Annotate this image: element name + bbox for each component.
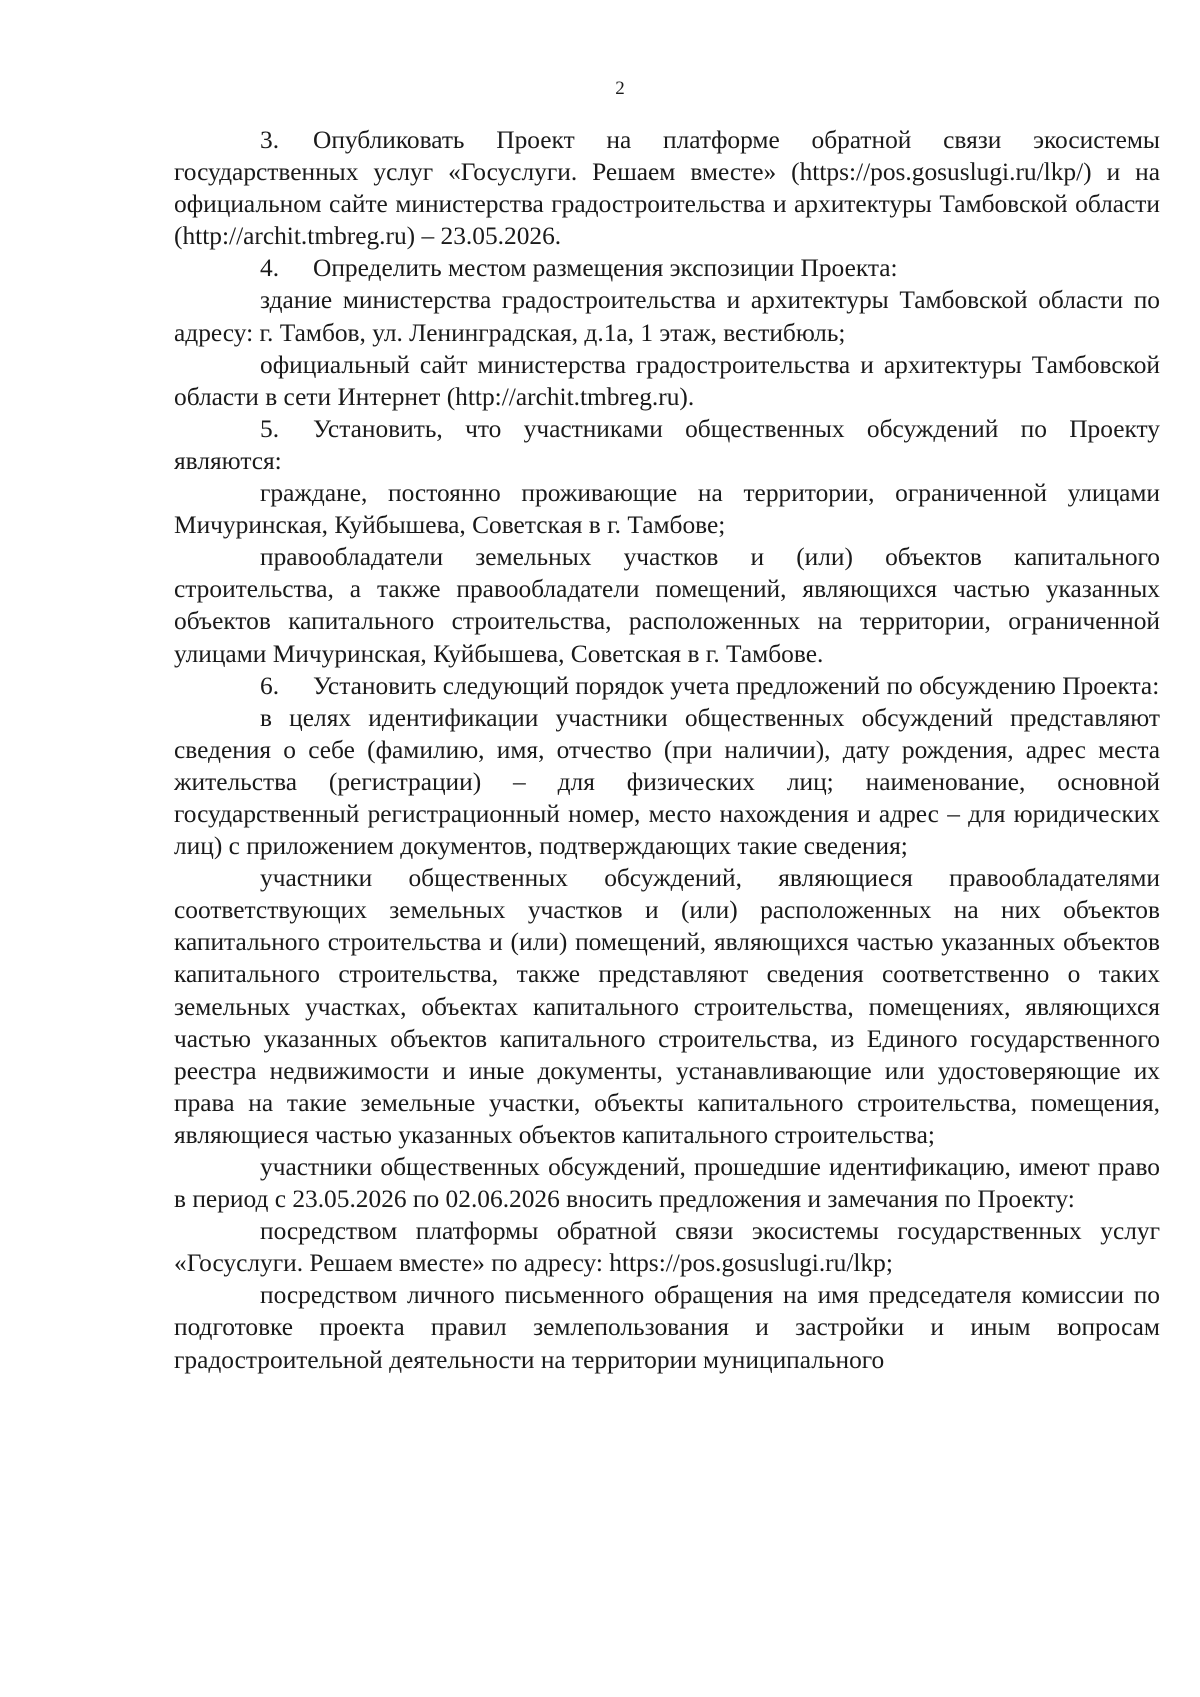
paragraph-via-platform — [174, 1215, 1160, 1279]
paragraph-text: участники общественных обсуждений, являющиеся правообладателями соответствующих земельных участков и (или) расположенных на них объектов капитального строительства и (или) помещений, являющихся частью указанных объектов капитального строительства, также представляют сведения соответственно о таких земельных участках, объектах капитального строительства, помещениях, являющихся частью указанных объектов капитального строительства, из Единого государственного реестра недвижимости и иные документы, устанавливающие или удостоверяющие их права на такие земельные участки, объекты капитального строительства, помещения, являющиеся частью указанных объектов капитального строительства; — [174, 864, 1160, 1149]
paragraph-item-5 — [174, 413, 1160, 477]
paragraph-text: участники общественных обсуждений, прошедшие идентификацию, имеют право в период с 23.05.2026 по 02.06.2026 вносить предложения и замечания по Проекту: — [174, 1153, 1160, 1214]
paragraph-text: правообладатели земельных участков и (или) объектов капитального строительства, а также правообладатели помещений, являющихся частью указанных объектов капитального строительства, расположенных на территории, ограниченной улицами Мичуринская, Куйбышева, Советская в г. Тамбове. — [174, 543, 1160, 668]
item-number: 3. — [260, 126, 280, 154]
paragraph-submission-period — [174, 1151, 1160, 1215]
paragraph-text: посредством личного письменного обращения на имя председателя комиссии по подготовке проекта правил землепользования и застройки и иным вопросам градостроительной деятельности на территории муниципального — [174, 1281, 1160, 1374]
paragraph-text: Опубликовать Проект на платформе обратной связи экосистемы государственных услуг «Госуслуги. Решаем вместе» (https://pos.gosuslugi.ru/lkp/) и на официальном сайте министерства градостроительства и архитектуры Тамбовской области (http://archit.tmbreg.ru) – 23.05.2026. — [174, 126, 1160, 251]
paragraph-identification — [174, 702, 1160, 862]
item-number: 5. — [260, 414, 280, 443]
paragraph-owners-documents — [174, 862, 1160, 1151]
paragraph-text: официальный сайт министерства градостроительства и архитектуры Тамбовской области в сети Интернет (http://archit.tmbreg.ru). — [174, 350, 1160, 411]
paragraph-item-4 — [174, 252, 1160, 284]
paragraph-via-letter — [174, 1279, 1160, 1375]
paragraph-item-6 — [174, 670, 1160, 702]
paragraph-text: Установить следующий порядок учета предложений по обсуждению Проекта: — [313, 671, 1160, 700]
paragraph-exposition-website — [174, 349, 1160, 413]
paragraph-exposition-building — [174, 284, 1160, 348]
paragraph-text: граждане, постоянно проживающие на территории, ограниченной улицами Мичуринская, Куйбышева, Советская в г. Тамбове; — [174, 479, 1160, 540]
page-number: 2 — [615, 78, 625, 99]
paragraph-text: Установить, что участниками общественных обсуждений по Проекту являются: — [174, 414, 1160, 475]
item-number: 4. — [260, 254, 280, 283]
paragraph-text: в целях идентификации участники общественных обсуждений представляют сведения о себе (фамилию, имя, отчество (при наличии), дату рождения, адрес места жительства (регистрации) – для физических лиц; наименование, основной государственный регистрационный номер, место нахождения и адрес – для юридических лиц) с приложением документов, подтверждающих такие сведения; — [174, 703, 1160, 861]
paragraph-participants-owners — [174, 541, 1160, 669]
paragraph-item-3 — [174, 124, 1160, 252]
item-number: 6. — [260, 671, 280, 700]
paragraph-text: посредством платформы обратной связи экосистемы государственных услуг «Госуслуги. Решаем вместе» по адресу: https://pos.gosuslugi.ru/lkp; — [174, 1217, 1160, 1278]
paragraph-text: Определить местом размещения экспозиции Проекта: — [313, 254, 898, 283]
document-body — [174, 124, 1160, 1376]
paragraph-participants-citizens — [174, 477, 1160, 541]
paragraph-text: здание министерства градостроительства и архитектуры Тамбовской области по адресу: г. Тамбов, ул. Ленинградская, д.1а, 1 этаж, вестибюль; — [174, 286, 1160, 347]
